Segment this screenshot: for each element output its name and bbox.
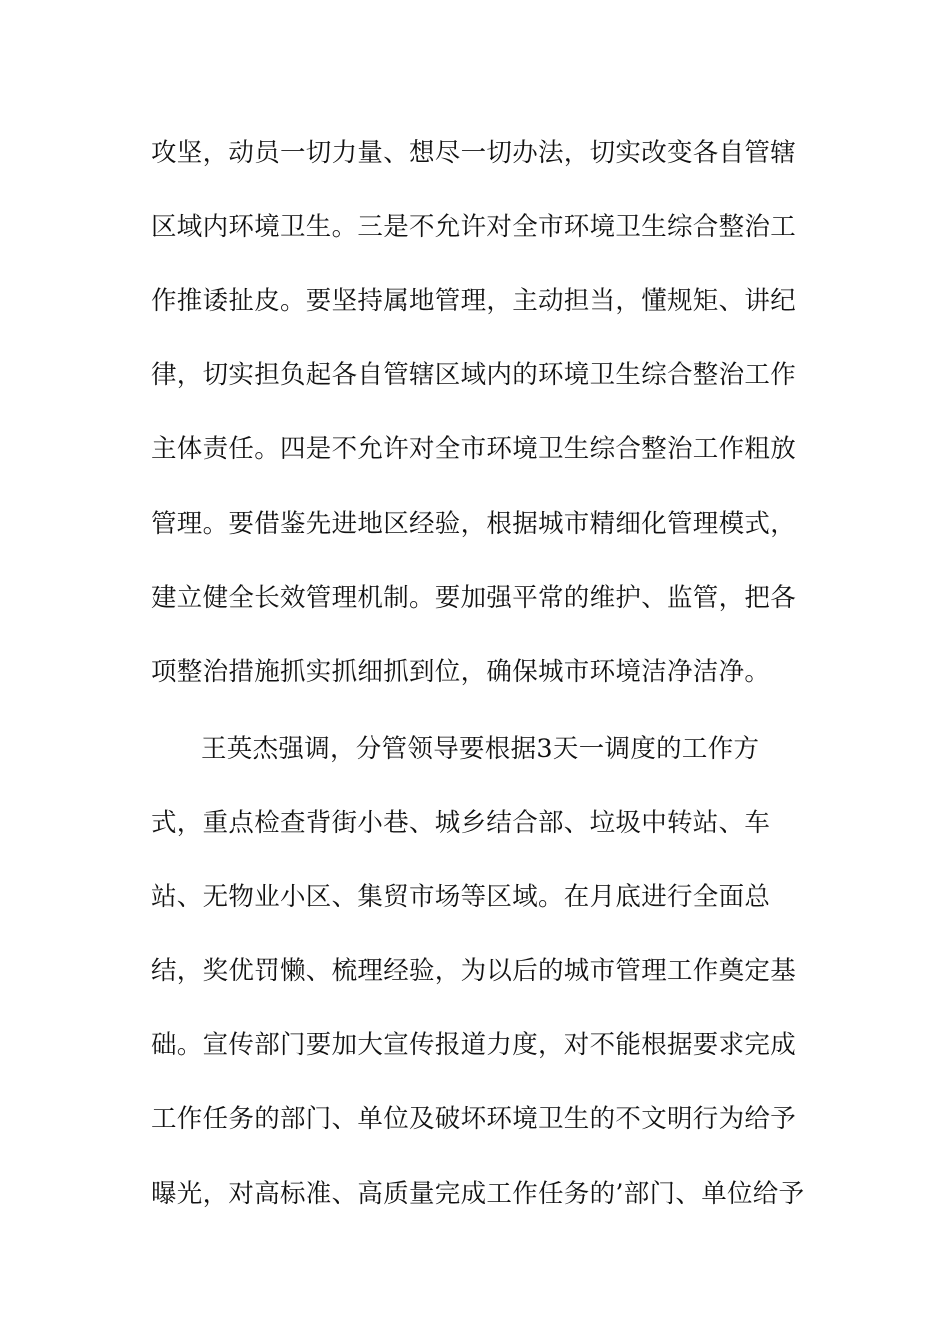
text-line: 区域内环境卫生。三是不允许对全市环境卫生综合整治工 [151, 212, 797, 242]
text-line: 结，奖优罚懒、梳理经验，为以后的城市管理工作奠定基 [151, 956, 797, 986]
text-line: 式，重点检查背街小巷、城乡结合部、垃圾中转站、车 [151, 808, 771, 838]
text-line: 础。宣传部门要加大宣传报道力度，对不能根据要求完成 [151, 1030, 797, 1060]
text-line: 项整治措施抓实抓细抓到位，确保城市环境洁净洁净。 [151, 657, 771, 687]
text-line: 攻坚，动员一切力量、想尽一切办法，切实改变各自管辖 [151, 138, 797, 168]
paragraph-first-line: 王英杰强调，分管领导要根据3天一调度的工作方 [201, 734, 760, 764]
text-line: 主体责任。四是不允许对全市环境卫生综合整治工作粗放 [151, 434, 797, 464]
text-line: 律，切实担负起各自管辖区域内的环境卫生综合整治工作 [151, 360, 797, 390]
text-line: 作推诿扯皮。要坚持属地管理，主动担当，懂规矩、讲纪 [151, 286, 797, 316]
text-line: 站、无物业小区、集贸市场等区域。在月底进行全面总 [151, 882, 771, 912]
text-line: 管理。要借鉴先进地区经验，根据城市精细化管理模式， [151, 509, 797, 539]
text-line: 工作任务的部门、单位及破坏环境卫生的不文明行为给予 [151, 1104, 797, 1134]
text-line: 建立健全长效管理机制。要加强平常的维护、监管，把各 [151, 583, 797, 613]
text-line: 曝光，对高标准、高质量完成工作任务的’部门、单位给予 [151, 1179, 805, 1209]
